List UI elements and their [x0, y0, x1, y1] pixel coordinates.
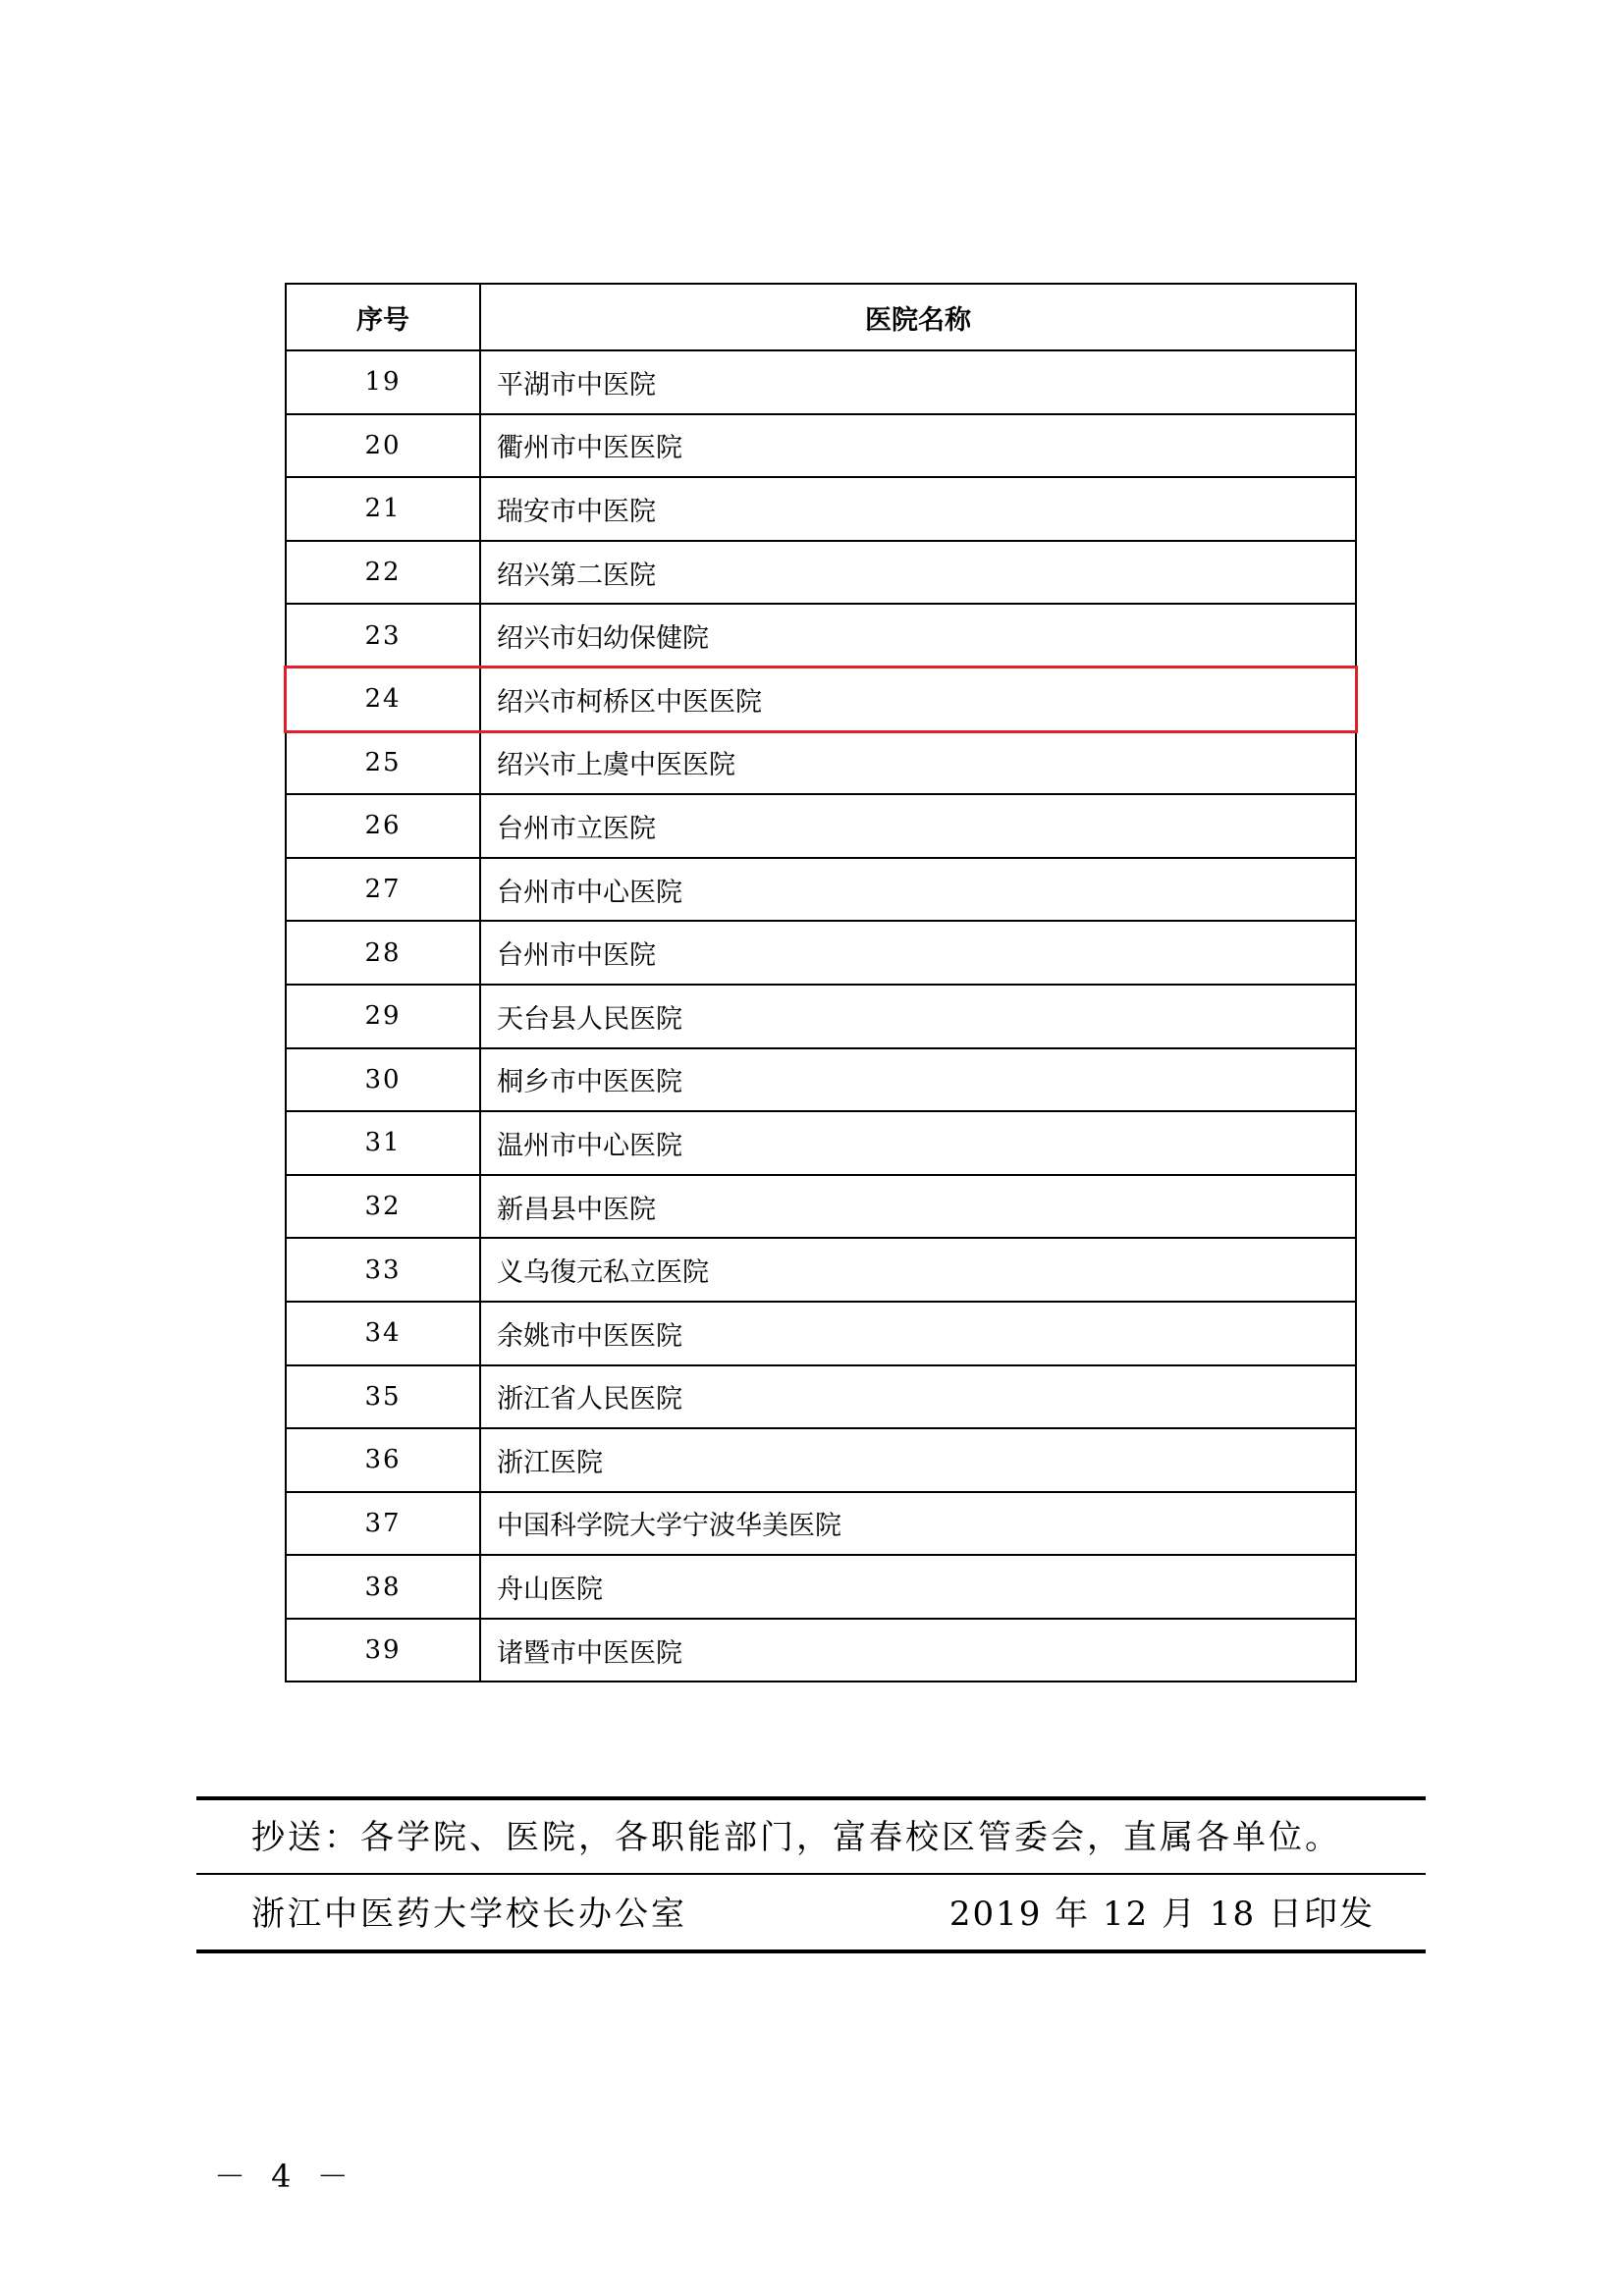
hospital-name: 桐乡市中医医院	[480, 1048, 1356, 1112]
hospital-name: 瑞安市中医院	[480, 477, 1356, 541]
issuing-office: 浙江中医药大学校长办公室	[251, 1895, 687, 1934]
table-header-row	[286, 284, 1356, 350]
footer-top-rule	[196, 1796, 1426, 1800]
hospital-name: 绍兴第二医院	[480, 541, 1356, 605]
table-row	[286, 1302, 1356, 1365]
hospital-name: 天台县人民医院	[480, 985, 1356, 1048]
row-number: 30	[286, 1048, 480, 1112]
row-number: 32	[286, 1175, 480, 1239]
row-number: 38	[286, 1555, 480, 1619]
table-row	[286, 350, 1356, 414]
row-number: 29	[286, 985, 480, 1048]
row-number: 31	[286, 1111, 480, 1175]
hospital-name: 余姚市中医医院	[480, 1302, 1356, 1365]
table-row	[286, 1492, 1356, 1556]
page-number: － 4 －	[214, 2158, 356, 2195]
document-footer	[196, 1796, 1426, 1940]
hospital-name: 中国科学院大学宁波华美医院	[480, 1492, 1356, 1556]
table-row	[286, 667, 1356, 731]
row-number: 37	[286, 1492, 480, 1556]
table-row	[286, 1619, 1356, 1682]
row-number: 22	[286, 541, 480, 605]
row-number: 35	[286, 1365, 480, 1429]
hospital-name: 舟山医院	[480, 1555, 1356, 1619]
hospital-name: 绍兴市妇幼保健院	[480, 604, 1356, 667]
row-number: 36	[286, 1428, 480, 1492]
column-header-number: 序号	[286, 284, 480, 350]
cc-recipients: 抄送：各学院、医院，各职能部门，富春校区管委会，直属各单位。	[251, 1818, 1341, 1857]
row-number: 33	[286, 1238, 480, 1302]
hospital-name: 浙江省人民医院	[480, 1365, 1356, 1429]
row-number: 25	[286, 731, 480, 795]
table-row	[286, 1175, 1356, 1239]
hospital-name: 浙江医院	[480, 1428, 1356, 1492]
hospital-name: 温州市中心医院	[480, 1111, 1356, 1175]
hospital-name: 台州市中心医院	[480, 858, 1356, 922]
table-row	[286, 794, 1356, 858]
row-number: 28	[286, 921, 480, 985]
footer-bottom-rule	[196, 1949, 1426, 1953]
hospital-name: 义乌復元私立医院	[480, 1238, 1356, 1302]
hospital-name: 绍兴市上虞中医医院	[480, 731, 1356, 795]
table-row	[286, 1365, 1356, 1429]
hospital-name: 衢州市中医医院	[480, 414, 1356, 478]
table-row	[286, 541, 1356, 605]
table-row	[286, 1048, 1356, 1112]
row-number: 19	[286, 350, 480, 414]
hospital-name: 平湖市中医院	[480, 350, 1356, 414]
table-body	[286, 350, 1356, 1682]
row-number: 39	[286, 1619, 480, 1682]
hospital-name: 诸暨市中医医院	[480, 1619, 1356, 1682]
row-number: 27	[286, 858, 480, 922]
row-number: 23	[286, 604, 480, 667]
hospital-name: 台州市中医院	[480, 921, 1356, 985]
table-row	[286, 477, 1356, 541]
table-row	[286, 731, 1356, 795]
table-row	[286, 921, 1356, 985]
hospital-list-table	[285, 283, 1357, 1682]
column-header-name: 医院名称	[480, 284, 1356, 350]
table-row	[286, 414, 1356, 478]
table-row	[286, 604, 1356, 667]
row-number: 21	[286, 477, 480, 541]
row-number: 24	[286, 667, 480, 731]
table-row	[286, 985, 1356, 1048]
row-number: 26	[286, 794, 480, 858]
hospital-name: 绍兴市柯桥区中医医院	[480, 667, 1356, 731]
table-row	[286, 858, 1356, 922]
table-row	[286, 1238, 1356, 1302]
row-number: 20	[286, 414, 480, 478]
issue-date: 2019 年 12 月 18 日印发	[948, 1895, 1375, 1934]
table-row	[286, 1555, 1356, 1619]
table-row	[286, 1111, 1356, 1175]
footer-middle-rule	[196, 1873, 1426, 1875]
row-number: 34	[286, 1302, 480, 1365]
hospital-name: 新昌县中医院	[480, 1175, 1356, 1239]
table-row	[286, 1428, 1356, 1492]
hospital-list-table-container	[285, 283, 1355, 1682]
hospital-name: 台州市立医院	[480, 794, 1356, 858]
